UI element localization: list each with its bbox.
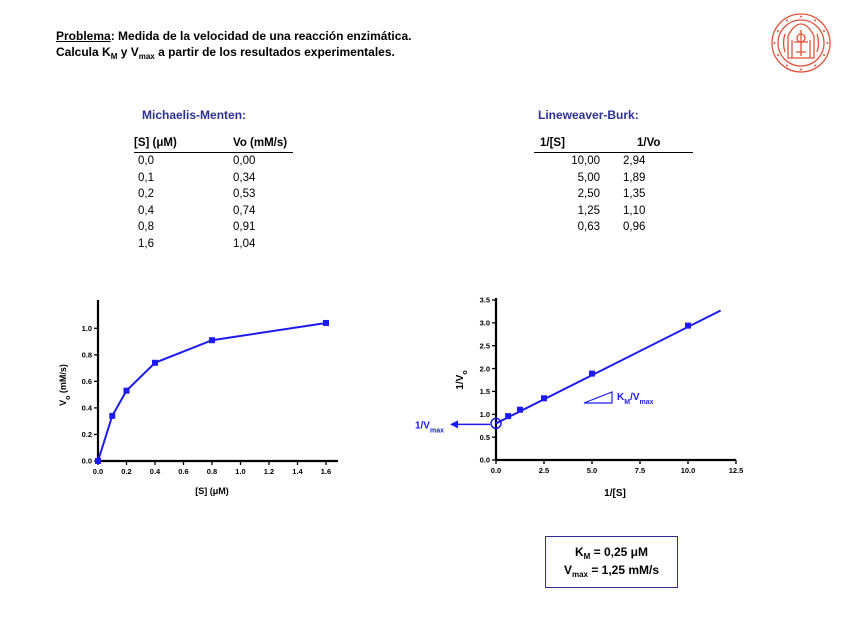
line2-vmax-sub: max [138, 52, 155, 61]
mm-data-point [95, 458, 101, 464]
lb-data-point [505, 413, 511, 419]
mm-x-tick-label: 1.2 [263, 467, 275, 476]
table-cell: 0,74 [233, 204, 256, 217]
table-cell: 0,00 [233, 155, 256, 167]
table-cell: 0,8 [138, 221, 154, 233]
mm-col-s: [S] (μM) [134, 137, 233, 153]
mm-series-line [98, 323, 326, 461]
table-cell: 10,00 [571, 155, 600, 167]
lb-y-tick-label: 0.0 [479, 455, 490, 465]
mm-x-tick-label: 0.0 [92, 467, 104, 476]
lb-x-tick-label: 12.5 [728, 466, 744, 475]
mm-data-point [209, 337, 215, 343]
lb-y-tick-label: 3.5 [479, 295, 490, 305]
mm-x-tick-label: 1.0 [235, 467, 246, 476]
table-cell: 1,10 [623, 204, 646, 217]
table-cell: 0,4 [138, 204, 154, 217]
table-cell: 0,91 [233, 221, 256, 233]
mm-x-tick-label: 0.8 [206, 467, 218, 476]
km-result-value: = 0,25 μM [590, 545, 649, 559]
lb-y-tick-label: 0.5 [479, 432, 490, 442]
lb-y-tick-label: 1.0 [479, 409, 490, 419]
lb-slope-label: $K_M/V_{max}$ [617, 392, 654, 406]
km-result-sub: M [583, 552, 591, 561]
lb-table-title: Lineweaver-Burk: [538, 108, 639, 122]
vmax-result-sub: max [571, 570, 588, 579]
table-cell: 0,96 [623, 221, 646, 233]
line2-pre: Calcula K [56, 45, 111, 59]
km-result [546, 543, 677, 561]
problem-label: Problema [56, 29, 111, 43]
mm-x-tick-label: 0.2 [121, 467, 132, 476]
lb-y-tick-label: 3.0 [479, 318, 490, 328]
mm-data-point [109, 413, 115, 419]
lb-data-point [685, 323, 691, 329]
lb-slope-triangle [584, 392, 612, 403]
table-cell: 1,25 [577, 204, 600, 217]
result-box [545, 536, 678, 588]
mm-data-point [323, 320, 329, 326]
mm-x-axis-label: [S] (μM) [195, 486, 229, 496]
mm-col-vo: Vo (mM/s) [233, 137, 293, 153]
lb-x-tick-label: 7.5 [634, 466, 646, 475]
mm-y-tick-label: 0.8 [81, 350, 92, 360]
table-cell: 2,50 [577, 188, 600, 200]
mm-table-title: Michaelis-Menten: [142, 108, 247, 122]
km-result-label: K [574, 545, 584, 559]
lb-y-tick-label: 2.5 [479, 341, 490, 351]
mm-y-tick-label: 0.2 [81, 430, 92, 440]
lb-x-tick-label: 5.0 [586, 466, 598, 475]
vmax-result [546, 561, 677, 579]
table-cell: 5,00 [577, 171, 600, 184]
mm-data-point [152, 360, 158, 366]
line2-km-sub: M [110, 52, 118, 61]
lb-x-tick-label: 0.0 [490, 466, 502, 475]
problem-text: : Medida de la velocidad de una reacción enzimática. [110, 29, 412, 43]
lb-data-point [517, 407, 523, 413]
mm-y-axis-label: $V_o$ (mM/s) [58, 364, 72, 406]
table-cell: 0,1 [138, 171, 154, 184]
lb-y-tick-label: 2.0 [479, 364, 490, 374]
mm-y-tick-label: 0.4 [81, 403, 92, 413]
mm-data-point [124, 388, 130, 394]
vmax-result-label: V [563, 563, 572, 577]
table-cell: 0,0 [138, 155, 154, 167]
lb-col-inv-s: 1/[S] [534, 137, 615, 153]
lb-data-point [541, 395, 547, 401]
line2-post: a partir de los resultados experimentales. [154, 45, 395, 59]
table-cell: 2,94 [623, 155, 646, 167]
mm-y-tick-label: 0.6 [81, 377, 92, 387]
lb-x-tick-label: 10.0 [680, 466, 696, 475]
lb-intercept-arrowhead [450, 420, 458, 428]
lb-intercept-label: $1/V_{max}$ [414, 420, 444, 434]
mm-x-tick-label: 0.4 [149, 467, 161, 476]
table-cell: 0,34 [233, 171, 256, 184]
lb-y-axis-label: $1/V_o$ [455, 370, 469, 390]
vmax-result-value: = 1,25 mM/s [587, 563, 660, 577]
mm-x-tick-label: 1.6 [320, 467, 332, 476]
line2-mid: y V [117, 45, 139, 59]
table-cell: 0,53 [233, 188, 256, 200]
table-cell: 0,63 [577, 221, 600, 233]
mm-x-tick-label: 0.6 [178, 467, 189, 476]
lb-x-tick-label: 2.5 [538, 466, 550, 475]
table-cell: 1,89 [623, 171, 646, 184]
lb-y-tick-label: 1.5 [479, 387, 490, 397]
table-cell: 0,2 [138, 188, 154, 200]
mm-y-tick-label: 1.0 [81, 323, 92, 333]
table-cell: 1,04 [233, 237, 256, 250]
lb-col-inv-vo: 1/Vo [615, 137, 693, 153]
mm-x-tick-label: 1.4 [292, 467, 303, 476]
table-cell: 1,35 [623, 188, 646, 200]
lb-x-axis-label: 1/[S] [604, 488, 626, 499]
mm-y-tick-label: 0.0 [81, 456, 92, 466]
table-cell: 1,6 [138, 237, 154, 250]
lb-data-point [589, 371, 595, 377]
